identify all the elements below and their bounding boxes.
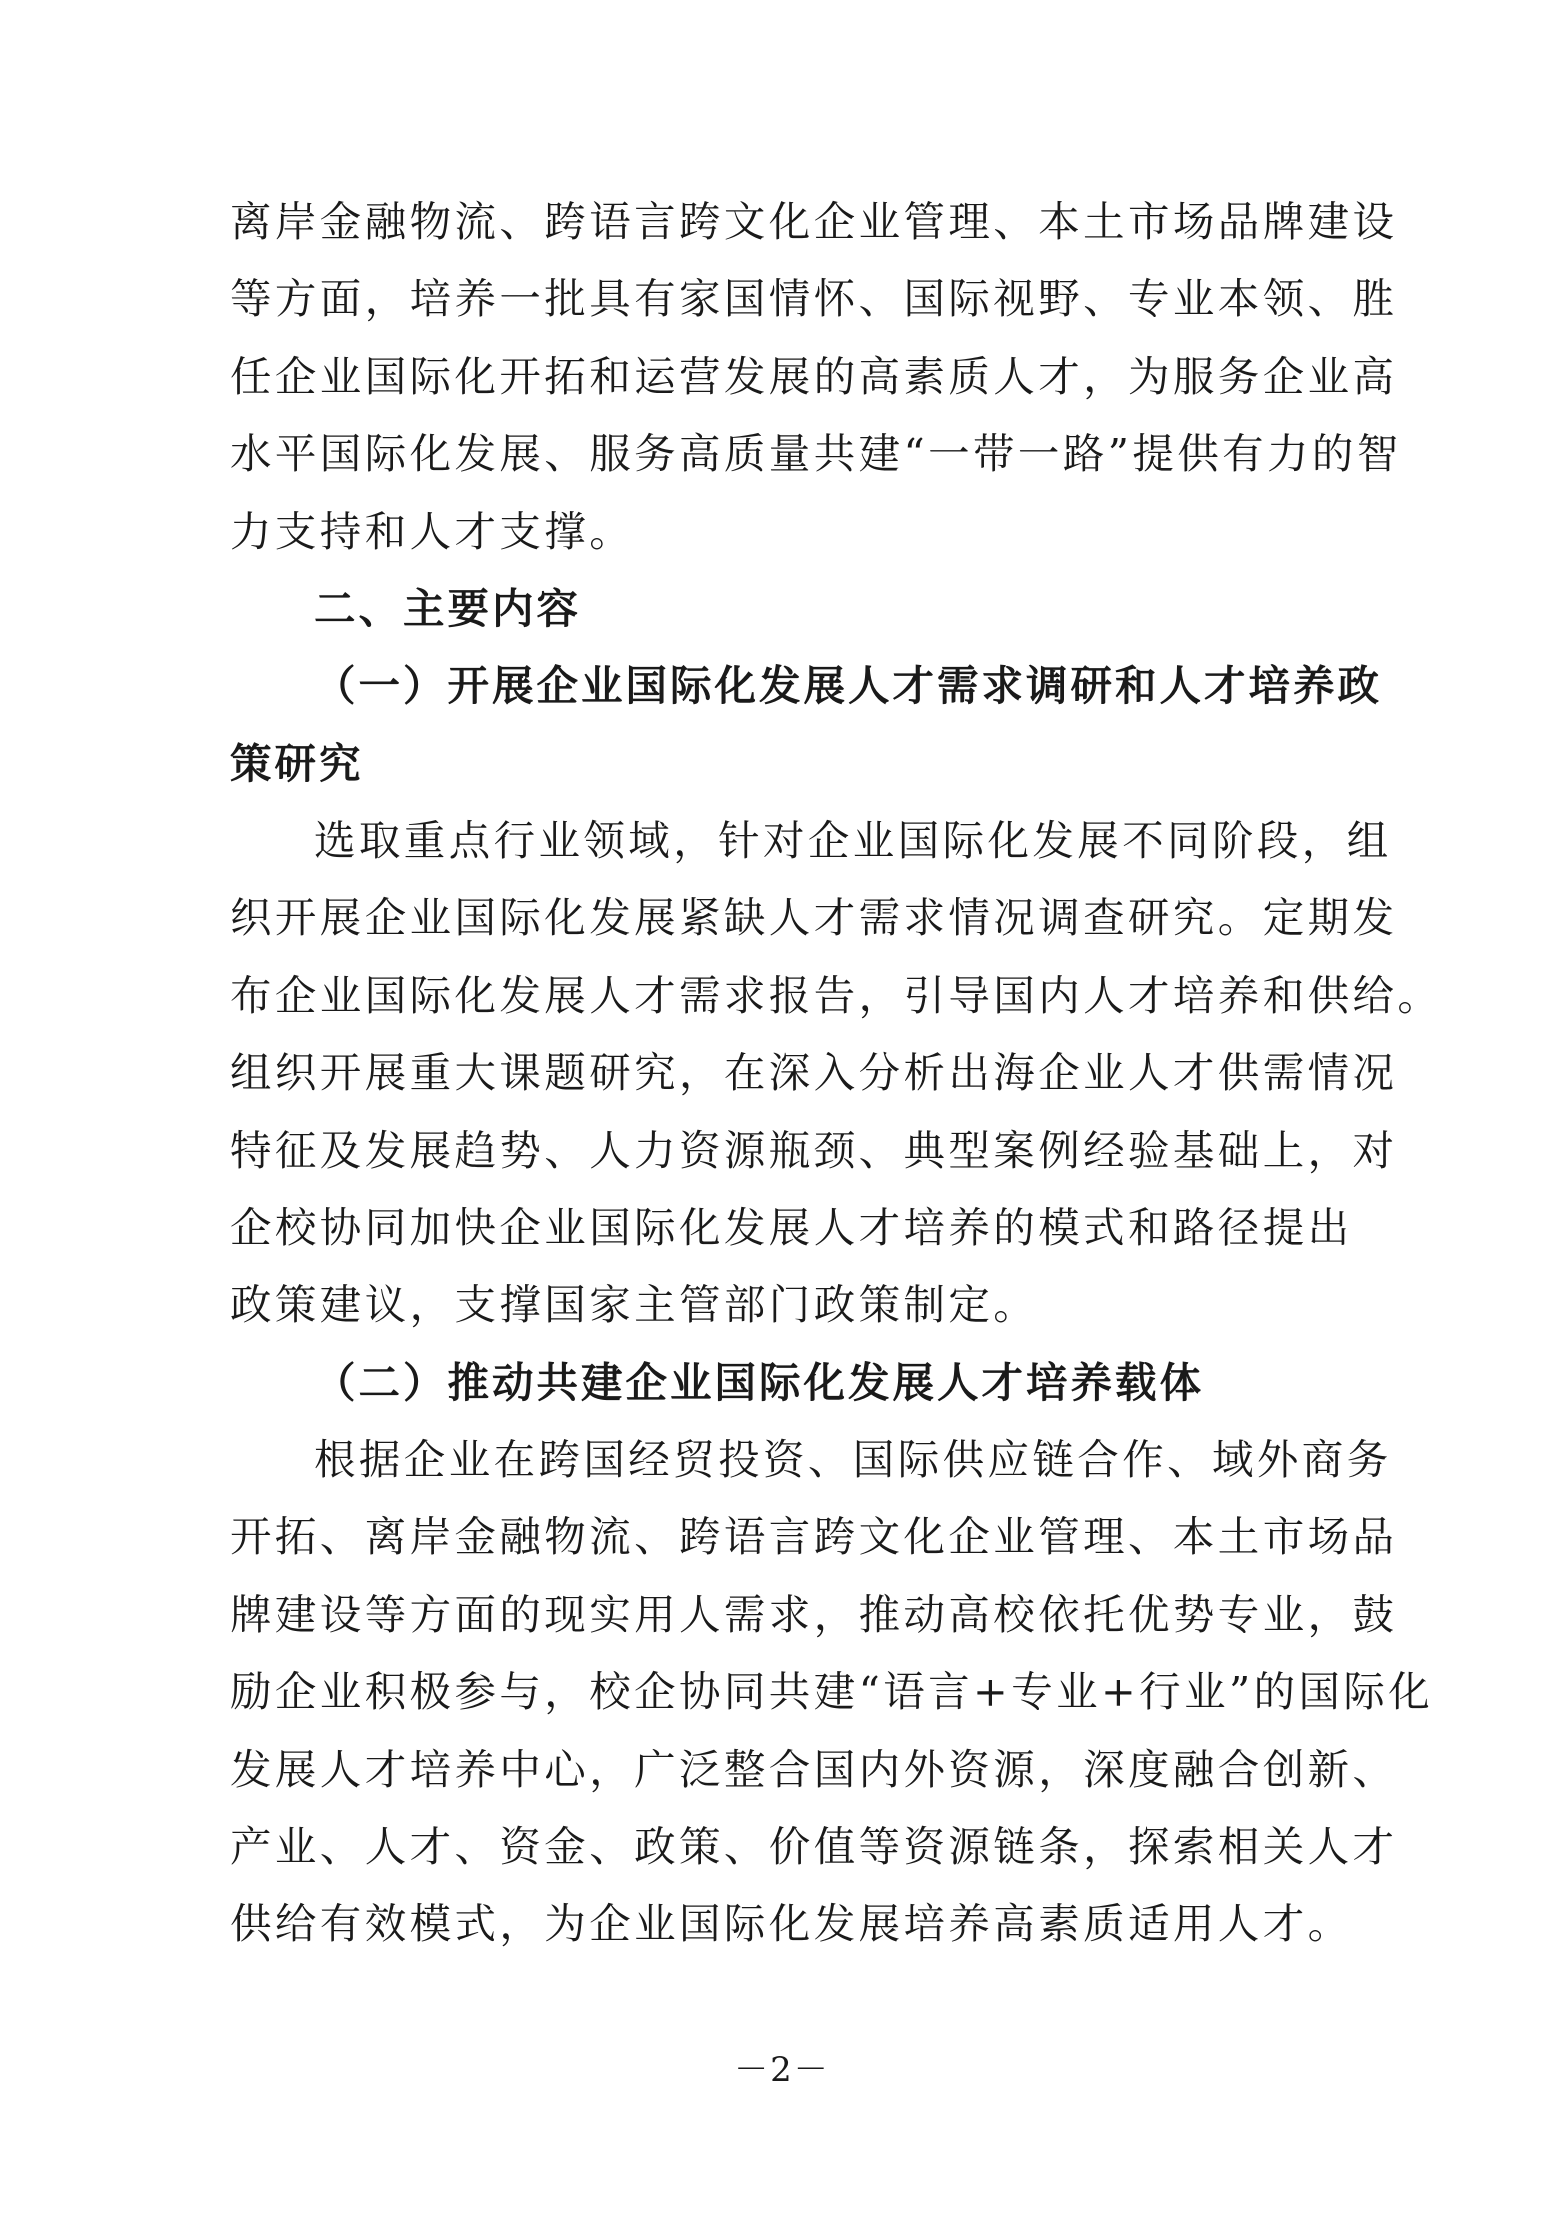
- body-text-line: 组织开展重大课题研究，在深入分析出海企业人才供需情况: [230, 1048, 1398, 1097]
- body-text-line: 水平国际化发展、服务高质量共建“一带一路”提供有力的智: [230, 429, 1402, 478]
- body-text-line: 牌建设等方面的现实用人需求，推动高校依托优势专业，鼓: [230, 1590, 1398, 1639]
- body-text-line: 选取重点行业领域，针对企业国际化发展不同阶段，组: [314, 816, 1392, 865]
- body-text-line: 织开展企业国际化发展紧缺人才需求情况调查研究。定期发: [230, 893, 1398, 942]
- section-heading: 二、主要内容: [314, 584, 582, 633]
- body-text-line: 等方面，培养一批具有家国情怀、国际视野、专业本领、胜: [230, 274, 1398, 323]
- body-text-line: 发展人才培养中心，广泛整合国内外资源，深度融合创新、: [230, 1745, 1398, 1794]
- body-text-line: 根据企业在跨国经贸投资、国际供应链合作、域外商务: [314, 1435, 1392, 1484]
- body-text-line: 开拓、离岸金融物流、跨语言跨文化企业管理、本土市场品: [230, 1512, 1398, 1561]
- subsection-heading: （二）推动共建企业国际化发展人才培养载体: [314, 1358, 1205, 1407]
- body-text-line: 产业、人才、资金、政策、价值等资源链条，探索相关人才: [230, 1822, 1398, 1871]
- body-text-line: 供给有效模式，为企业国际化发展培养高素质适用人才。: [230, 1899, 1353, 1948]
- body-text-line: 离岸金融物流、跨语言跨文化企业管理、本土市场品牌建设: [230, 197, 1398, 246]
- body-text-line: 布企业国际化发展人才需求报告，引导国内人才培养和供给。: [230, 971, 1443, 1020]
- body-text-line: 企校协同加快企业国际化发展人才培养的模式和路径提出: [230, 1203, 1353, 1252]
- body-text-line: 励企业积极参与，校企协同共建“语言+专业+行业”的国际化: [230, 1667, 1434, 1716]
- body-text-line: 政策建议，支撑国家主管部门政策制定。: [230, 1280, 1039, 1329]
- body-text-line: 任企业国际化开拓和运营发展的高素质人才，为服务企业高: [230, 352, 1398, 401]
- body-text-line: 力支持和人才支撑。: [230, 507, 635, 556]
- subsection-heading-continued: 策研究: [230, 739, 364, 788]
- page-number: －2－: [734, 2050, 830, 2090]
- body-text-line: 特征及发展趋势、人力资源瓶颈、典型案例经验基础上，对: [230, 1126, 1398, 1175]
- subsection-heading: （一）开展企业国际化发展人才需求调研和人才培养政: [314, 661, 1383, 710]
